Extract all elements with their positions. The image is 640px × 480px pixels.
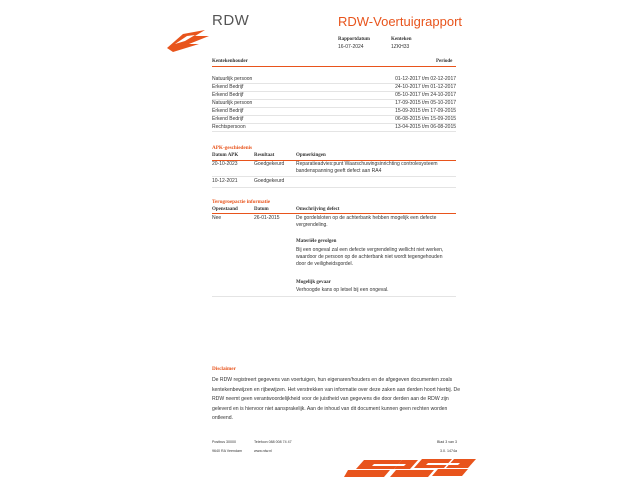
danger-text: Verhoogde kans op letsel bij een ongeval. xyxy=(296,287,389,293)
recall-desc: De gordelsloten op de achterbank hebben mogelijk een defecte vergrendeling. xyxy=(296,215,437,228)
brand-name: RDW xyxy=(212,12,250,29)
rdw-logo-mark-icon xyxy=(165,20,211,54)
consequences-title: Materiële gevolgen xyxy=(296,239,337,244)
table-row: Erkend Bedrijf 24-10-2017 t/m 01-12-2017 xyxy=(212,84,456,90)
recall-col-desc: Omschrijving defect xyxy=(296,207,340,212)
plate-label: Kenteken xyxy=(391,37,412,42)
table-row: Natuurlijk persoon 01-12-2017 t/m 02-12-2017 xyxy=(212,76,456,82)
disclaimer-text: De RDW registreert gegevens van voertuigen, hun eigenaren/houders en de afgegeven documenten zoals kentekenbewijzen en rijbewijzen. Het verstrekken van informatie over deze zaken aan derden hoort hierbij. De RDW neemt geen verantwoordelijkheid voor de juistheid van gegevens die door derden aan de RDW zijn geleverd en is hiervoor niet aansprakelijk. Aan de inhoud van dit document kunnen geen rechten worden ontleend. xyxy=(212,377,461,422)
table-row: Erkend Bedrijf 06-08-2015 t/m 15-09-2015 xyxy=(212,116,456,122)
danger-title: Mogelijk gevaar xyxy=(296,280,331,285)
recall-col-open: Openstaand xyxy=(212,207,238,212)
footer-code: 3.0. 1474a xyxy=(440,449,457,453)
footer-web[interactable]: www.rdw.nl xyxy=(254,449,272,453)
apk-col-remarks: Opmerkingen xyxy=(296,153,326,158)
recall-date: 26-01-2015 xyxy=(254,215,280,221)
apk-section-title: APK-geschiedenis xyxy=(212,145,253,151)
footer-postbus: Postbus 30000 xyxy=(212,440,236,444)
table-row: Erkend Bedrijf 05-10-2017 t/m 24-10-2017 xyxy=(212,92,456,98)
report-title: RDW-Voertuigrapport xyxy=(338,14,463,29)
footer-page: Blad 3 van 3 xyxy=(437,440,457,444)
rdw-logo xyxy=(165,12,250,46)
recall-header-divider xyxy=(212,213,456,214)
footer-phone: Telefoon 088 008 74 47 xyxy=(254,440,292,444)
table-row: Erkend Bedrijf 15-09-2015 t/m 17-09-2015 xyxy=(212,108,456,114)
holders-header-divider xyxy=(212,66,456,67)
report-date-label: Rapportdatum xyxy=(338,37,370,42)
consequences-text: Bij een ongeval zal een defecte vergrendeling wellicht niet werken, waardoor de persoon op de achterbank niet wordt tegengehouden door de veiligheidsgordel. xyxy=(296,247,444,267)
recall-col-date: Datum xyxy=(254,207,269,212)
table-row: Rechtspersoon 13-04-2015 t/m 06-08-2015 xyxy=(212,124,456,130)
footer-city: 9640 RA Veendam xyxy=(212,449,242,453)
disclaimer-title: Disclaimer xyxy=(212,366,236,372)
table-row: Natuurlijk persoon 17-09-2015 t/m 05-10-2017 xyxy=(212,100,456,106)
footer-stripes-icon xyxy=(344,456,494,480)
apk-col-date: Datum APK xyxy=(212,153,239,158)
plate-value: 1ZKH33 xyxy=(391,44,410,50)
report-date-value: 16-07-2024 xyxy=(338,44,364,50)
holders-col-left: Kentekenhouder xyxy=(212,59,248,64)
recall-open: Nee xyxy=(212,215,222,221)
apk-col-result: Resultaat xyxy=(254,153,275,158)
recall-section-title: Terugroepactie informatie xyxy=(212,199,271,205)
holders-col-right: Periode xyxy=(436,59,453,64)
